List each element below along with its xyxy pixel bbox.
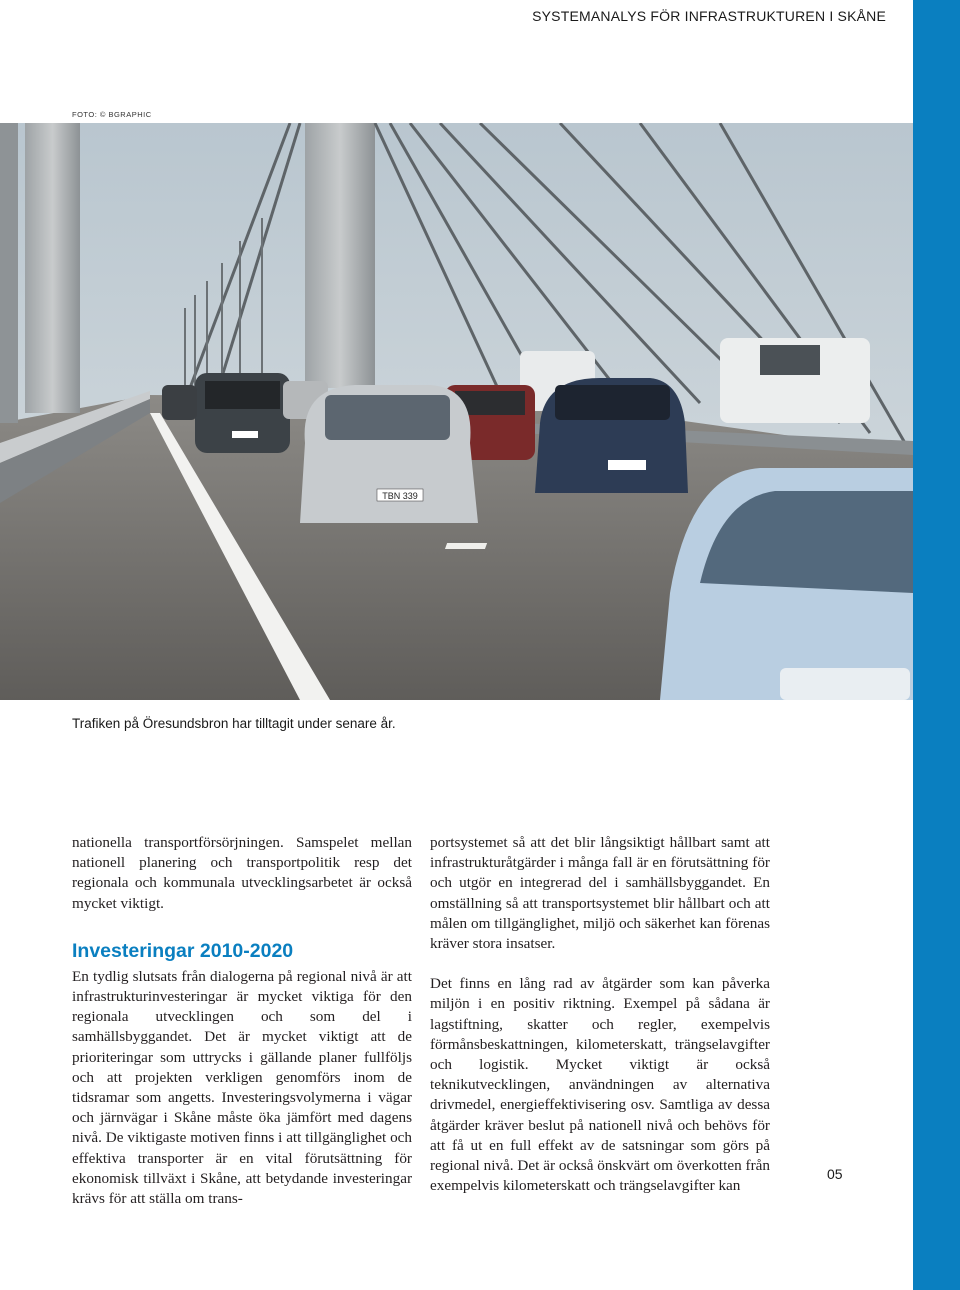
measures-paragraph: Det finns en lång rad av åtgärder som kan påverka miljön i en positiv riktning. Exempel på sådana är lagstiftning, skatter och regler, exempelvis förmånsbeskattningen, kilometerskatt, trängselavgifter och logistik. Mycket viktigt är också teknikutvecklingen, användningen av alternativa drivmedel, energieffektivisering osv. Samtliga av dessa åtgärder kräver beslut på nationell nivå och behövs för att få ut en full effekt av de satsningar som görs på regional nivå. Det är också önskvärt om överkotten från exempelvis kilometerskatt och trängselavgifter kan: [430, 975, 770, 1195]
bridge-traffic-photo: [0, 123, 913, 700]
body-column-left: [72, 833, 412, 1209]
body-column-right: [430, 833, 770, 1196]
running-header: SYSTEMANALYS FÖR INFRASTRUKTUREN I SKÅNE: [532, 8, 886, 24]
investments-paragraph: En tydlig slutsats från dialogerna på regional nivå är att infrastrukturinvesteringar är mycket viktiga för den regionala utvecklingen och som del i samhällsbyggandet. Det är mycket viktigt att de prioriteringar som uttrycks i gällande planer fullföljs och att projekten verkligen genomförs inom de tidsramar som angetts. Investeringsvolymerna i vägar och järnvägar i Skåne måste öka jämfört med dagens nivå. De viktigaste motiven finns i att tillgänglighet och effektiva transporter är en vital förutsättning för ekonomisk tillväxt i Skåne, att betydande investeringar krävs för att ställa om trans-: [72, 967, 412, 1208]
side-accent-bar: [913, 0, 960, 1290]
plate-text-1: TBN 339: [382, 491, 418, 501]
page-number: 05: [827, 1166, 843, 1182]
photo-credit: FOTO: © BGRAPHIC: [72, 110, 152, 119]
photo-caption: Trafiken på Öresundsbron har tilltagit under senare år.: [72, 716, 396, 731]
transport-system-paragraph: portsystemet så att det blir långsiktigt hållbart samt att infrastrukturåtgärder i många fall är en förutsättning för och utgör en integrerad del i samhällsbyggandet. En omställning så att transportsystemet blir hållbart och att målen om tillgänglighet, miljö och säkerhet kan förenas kräver stora insatser.: [430, 834, 770, 953]
intro-paragraph: nationella transportförsörjningen. Samspelet mellan nationell planering och transportpolitik resp det regionala och kommunala utvecklingsarbetet är också mycket viktigt.: [72, 834, 412, 912]
section-heading: Investeringar 2010-2020: [72, 939, 294, 962]
